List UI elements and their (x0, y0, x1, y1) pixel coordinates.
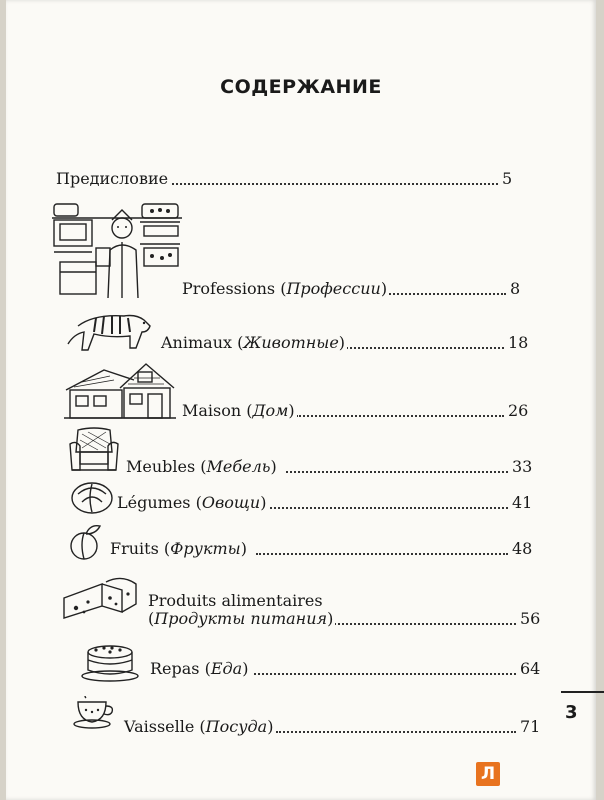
toc-entry-page: 56 (520, 609, 541, 628)
toc-entry-page: 18 (508, 333, 529, 352)
toc-entry-title: Vaisselle (Посуда) (124, 717, 274, 736)
toc-entry-page: 71 (520, 717, 541, 736)
toc-entry-produits[interactable] (6, 604, 596, 628)
leader-dots (256, 553, 508, 555)
toc-entry-title: Предисловие (56, 169, 169, 188)
toc-entry-title: Légumes (Овощи) (117, 493, 267, 512)
toc-entry-page: 8 (510, 279, 521, 298)
leader-dots (326, 623, 516, 625)
toc-entry-title: (Продукты питания) (148, 609, 334, 628)
toc-entry-page: 48 (512, 539, 533, 558)
toc-entry-page: 33 (512, 457, 533, 476)
labirint-logo-icon: Л (476, 762, 500, 786)
leader-dots (136, 183, 498, 185)
page-number-rule (561, 691, 604, 693)
page-number: 3 (565, 702, 578, 723)
toc-entry-title: Meubles (Мебель) (126, 457, 277, 476)
page-title: СОДЕРЖАНИЕ (220, 76, 382, 98)
book-page (6, 0, 596, 800)
toc-entry-fruits[interactable] (6, 534, 596, 558)
leader-dots (276, 731, 516, 733)
toc-entry-meubles[interactable] (6, 452, 596, 476)
toc-entry-title: Maison (Дом) (182, 401, 295, 420)
leader-dots (266, 507, 508, 509)
toc-entry-repas[interactable] (6, 654, 596, 678)
toc-entry-animaux[interactable] (6, 328, 596, 352)
leader-dots (286, 471, 508, 473)
toc-entry-maison[interactable] (6, 396, 596, 420)
leader-dots (254, 673, 516, 675)
toc-entry-page: 41 (512, 493, 533, 512)
toc-entry-page: 5 (502, 169, 513, 188)
toc-entry-page: 64 (520, 659, 541, 678)
toc-entry-title: Fruits (Фрукты) (110, 539, 247, 558)
leader-dots (296, 415, 504, 417)
toc-entry-title: Professions (Профессии) (182, 279, 388, 298)
toc-entry-title: Animaux (Животные) (161, 333, 346, 352)
toc-entry-professions[interactable] (6, 274, 596, 298)
toc-entry-produits-line1: Produits alimentaires (148, 591, 323, 610)
toc-entry-page: 26 (508, 401, 529, 420)
toc-entry-legumes[interactable] (6, 488, 596, 512)
toc-entry-vaisselle[interactable] (6, 712, 596, 736)
toc-entry-title: Repas (Еда) (150, 659, 249, 678)
toc-entry-preface[interactable] (6, 164, 596, 188)
